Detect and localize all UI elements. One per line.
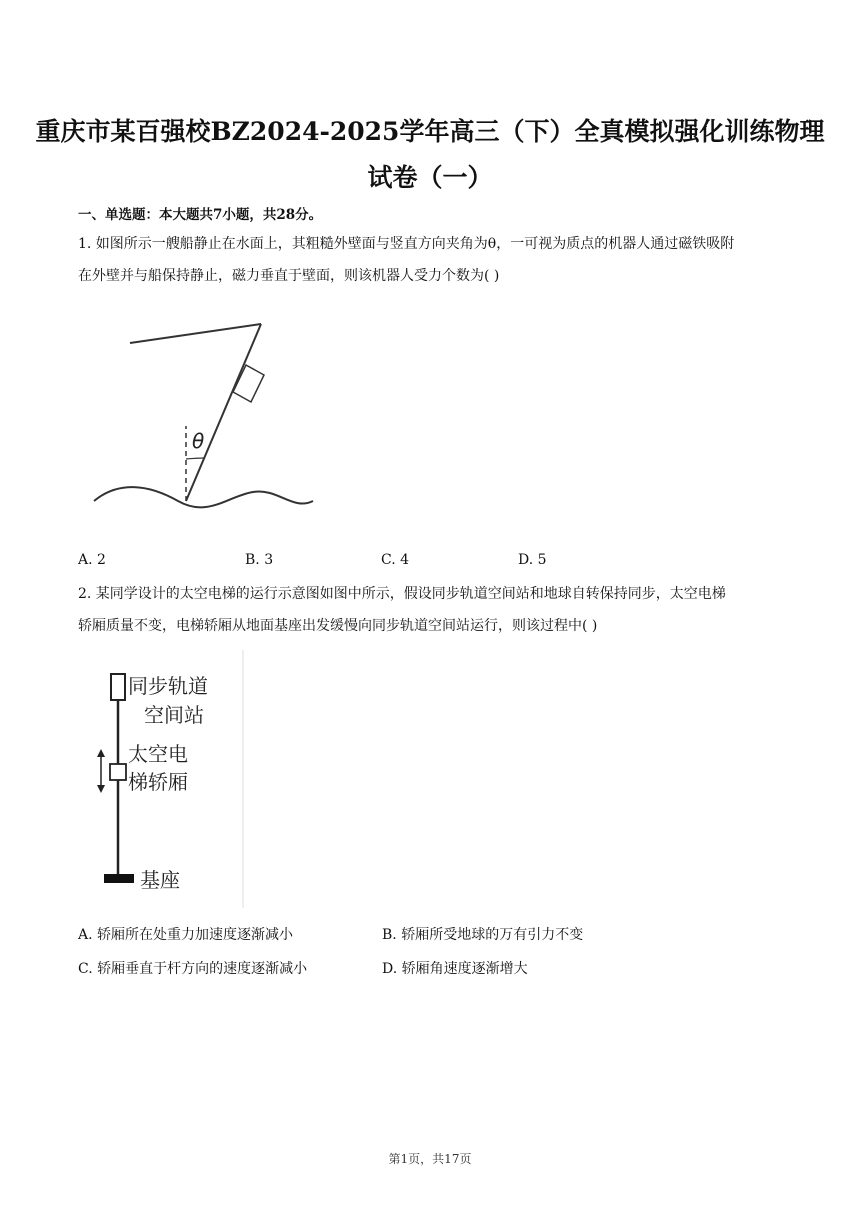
page-title-line1: 重庆市某百强校BZ2024-2025学年高三（下）全真模拟强化训练物理: [35, 117, 825, 146]
q1-option-c[interactable]: C. 4: [381, 552, 410, 568]
question-1-line2: 在外壁并与船保持静止，磁力垂直于壁面，则该机器人受力个数为( ): [78, 268, 500, 284]
question-2-line2: 轿厢质量不变，电梯轿厢从地面基座出发缓慢向同步轨道空间站运行，则该过程中( ): [78, 618, 598, 634]
page-title-line2: 试卷（一）: [367, 163, 493, 192]
q1-option-a[interactable]: A. 2: [78, 552, 106, 568]
ship-wall-figure: [78, 296, 340, 544]
q1-option-d[interactable]: D. 5: [518, 552, 547, 568]
question-1-text: [78, 228, 798, 292]
base-block: [104, 874, 134, 883]
elevator-car-box: [110, 764, 126, 780]
station-block: [111, 674, 125, 700]
q2-option-d[interactable]: D. 轿厢角速度逐渐增大: [382, 961, 528, 977]
theta-label: θ: [192, 429, 205, 453]
car-label-line1: 太空电: [128, 742, 188, 766]
space-elevator-figure: [78, 650, 244, 908]
section-heading: 一、单选题：本大题共7小题，共28分。: [78, 207, 323, 223]
q2-option-b[interactable]: B. 轿厢所受地球的万有引力不变: [382, 927, 584, 943]
q2-option-c[interactable]: C. 轿厢垂直于杆方向的速度逐渐减小: [78, 961, 308, 977]
question-2-text: [78, 578, 798, 642]
question-2-line1: 2. 某同学设计的太空电梯的运行示意图如图中所示，假设同步轨道空间站和地球自转保持同步，太空电梯: [78, 586, 726, 602]
q2-option-a[interactable]: A. 轿厢所在处重力加速度逐渐减小: [78, 927, 294, 943]
car-label-line2: 梯轿厢: [128, 770, 188, 794]
station-label-line2: 空间站: [144, 703, 204, 727]
station-label-line1: 同步轨道: [128, 674, 208, 698]
question-1-line1: 1. 如图所示一艘船静止在水面上，其粗糙外壁面与竖直方向夹角为θ，一可视为质点的机器人通过磁铁吸附: [78, 236, 735, 252]
q1-option-b[interactable]: B. 3: [245, 552, 274, 568]
base-label: 基座: [140, 868, 180, 892]
page-footer: 第1页，共17页: [388, 1152, 472, 1166]
